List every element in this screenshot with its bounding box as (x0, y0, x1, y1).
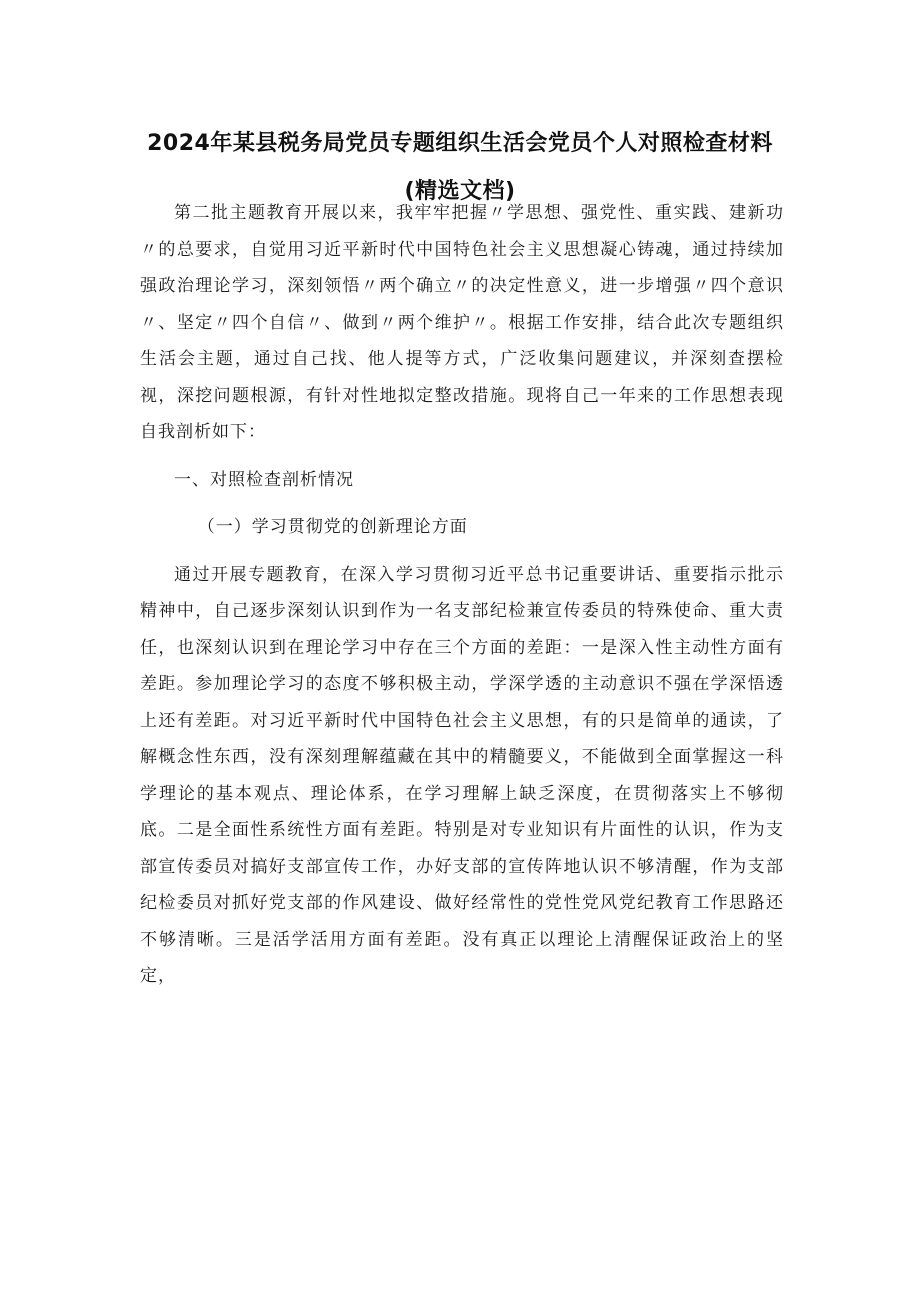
document-title: 2024年某县税务局党员专题组织生活会党员个人对照检查材料 (147, 131, 773, 156)
body-paragraph: 通过开展专题教育，在深入学习贯彻习近平总书记重要讲话、重要指示批示精神中，自己逐步深刻认识到作为一名支部纪检兼宣传委员的特殊使命、重大责任，也深刻认识到在理论学习中存在三个方面的差距：一是深入性主动性方面有差距。参加理论学习的态度不够积极主动，学深学透的主动意识不强在学深悟透上还有差距。对习近平新时代中国特色社会主义思想，有的只是简单的通读，了解概念性东西，没有深刻理解蕴藏在其中的精髓要义，不能做到全面掌握这一科学理论的基本观点、理论体系，在学习理解上缺乏深度，在贯彻落实上不够彻底。二是全面性系统性方面有差距。特别是对专业知识有片面性的认识，作为支部宣传委员对搞好支部宣传工作，办好支部的宣传阵地认识不够清醒，作为支部纪检委员对抓好党支部的作风建设、做好经常性的党性党风党纪教育工作思路还不够清晰。三是活学活用方面有差距。没有真正以理论上清醒保证政治上的坚定， (140, 564, 784, 986)
subsection-heading: （一）学习贯彻党的创新理论方面 (197, 517, 468, 537)
document-body (140, 195, 784, 995)
document-subtitle: (精选文档) (404, 179, 516, 204)
intro-paragraph: 第二批主题教育开展以来，我牢牢把握〃学思想、强党性、重实践、建新功〃的总要求，自觉用习近平新时代中国特色社会主义思想凝心铸魂，通过持续加强政治理论学习，深刻领悟〃两个确立〃的决定性意义，进一步增强〃四个意识〃、坚定〃四个自信〃、做到〃两个维护〃。根据工作安排，结合此次专题组织生活会主题，通过自己找、他人提等方式，广泛收集问题建议，并深刻查摆检视，深挖问题根源，有针对性地拟定整改措施。现将自己一年来的工作思想表现自我剖析如下： (140, 203, 784, 442)
section-heading: 一、对照检查剖析情况 (174, 469, 354, 490)
